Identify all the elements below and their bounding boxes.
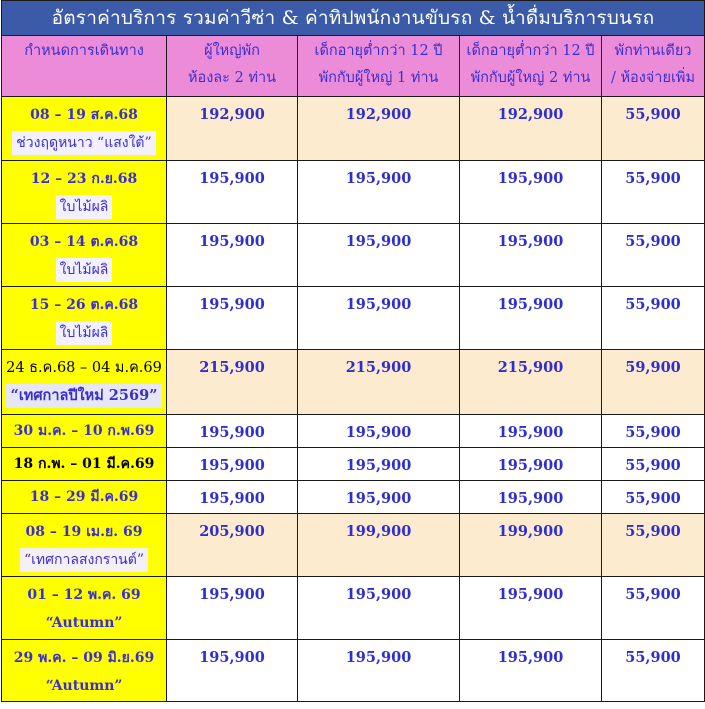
date-cell [2, 161, 167, 224]
price-child-1-adult: 195,900 [298, 577, 460, 640]
travel-date: 01 – 12 พ.ค. 69 [27, 587, 141, 603]
travel-date: 24 ธ.ค.68 – 04 ม.ค.69 [6, 360, 162, 376]
table-row [2, 514, 705, 577]
travel-date: 12 – 23 ก.ย.68 [30, 171, 138, 187]
price-single-supplement: 55,900 [602, 287, 705, 350]
price-single-supplement: 55,900 [602, 97, 705, 161]
table-row [2, 224, 705, 287]
price-child-1-adult: 195,900 [298, 640, 460, 702]
price-adult: 205,900 [167, 514, 298, 577]
price-adult: 195,900 [167, 287, 298, 350]
price-child-2-adults: 195,900 [460, 448, 602, 481]
header-travel-dates: กำหนดการเดินทาง [2, 36, 167, 97]
price-child-2-adults: 192,900 [460, 97, 602, 161]
travel-date: 30 ม.ค. – 10 ก.พ.69 [13, 423, 155, 439]
travel-date: 18 – 29 มี.ค.69 [29, 489, 139, 505]
date-cell [2, 448, 167, 481]
price-child-2-adults: 199,900 [460, 514, 602, 577]
table-row [2, 415, 705, 448]
season-note: ช่วงฤดูหนาว “แสงใต้” [12, 131, 155, 155]
date-cell [2, 481, 167, 514]
travel-date: 08 – 19 เม.ย. 69 [25, 524, 143, 540]
table-row [2, 350, 705, 415]
table-row [2, 97, 705, 161]
price-child-2-adults: 195,900 [460, 287, 602, 350]
price-adult: 215,900 [167, 350, 298, 415]
travel-date: 18 ก.พ. – 01 มี.ค.69 [13, 456, 155, 472]
season-note: ใบไม้ผลิ [56, 258, 113, 282]
date-cell [2, 577, 167, 640]
price-single-supplement: 55,900 [602, 448, 705, 481]
season-note: “เทศกาลสงกรานต์” [20, 548, 148, 572]
price-child-1-adult: 195,900 [298, 448, 460, 481]
price-adult: 195,900 [167, 640, 298, 702]
season-note: “Autumn” [45, 615, 123, 631]
table-row [2, 448, 705, 481]
price-child-2-adults: 195,900 [460, 481, 602, 514]
table-title: อัตราค่าบริการ รวมค่าวีซ่า & ค่าทิปพนักงานขับรถ & น้ำดื่มบริการบนรถ [2, 1, 705, 36]
price-child-1-adult: 195,900 [298, 161, 460, 224]
travel-date: 15 – 26 ต.ค.68 [29, 297, 139, 313]
price-single-supplement: 55,900 [602, 514, 705, 577]
date-cell [2, 514, 167, 577]
price-single-supplement: 55,900 [602, 224, 705, 287]
header-row [2, 36, 705, 97]
price-adult: 192,900 [167, 97, 298, 161]
price-single-supplement: 59,900 [602, 350, 705, 415]
date-cell [2, 224, 167, 287]
price-adult: 195,900 [167, 448, 298, 481]
date-cell [2, 350, 167, 415]
price-adult: 195,900 [167, 577, 298, 640]
price-child-2-adults: 195,900 [460, 577, 602, 640]
price-adult: 195,900 [167, 481, 298, 514]
date-cell [2, 415, 167, 448]
table-row [2, 481, 705, 514]
date-cell [2, 97, 167, 161]
price-adult: 195,900 [167, 161, 298, 224]
price-child-2-adults: 195,900 [460, 415, 602, 448]
season-note: “Autumn” [45, 678, 123, 694]
price-single-supplement: 55,900 [602, 161, 705, 224]
header-child-with-2-adults: เด็กอายุต่ำกว่า 12 ปี พักกับผู้ใหญ่ 2 ท่าน [460, 36, 602, 97]
date-cell [2, 287, 167, 350]
price-child-2-adults: 195,900 [460, 161, 602, 224]
price-child-1-adult: 215,900 [298, 350, 460, 415]
price-child-1-adult: 195,900 [298, 287, 460, 350]
price-child-2-adults: 215,900 [460, 350, 602, 415]
header-child-with-1-adult: เด็กอายุต่ำกว่า 12 ปี พักกับผู้ใหญ่ 1 ท่าน [298, 36, 460, 97]
price-single-supplement: 55,900 [602, 415, 705, 448]
price-child-1-adult: 195,900 [298, 415, 460, 448]
season-note: ใบไม้ผลิ [56, 321, 113, 345]
price-child-1-adult: 195,900 [298, 224, 460, 287]
season-note: “เทศกาลปีใหม่ 2569” [6, 384, 161, 408]
table-row [2, 577, 705, 640]
season-note: ใบไม้ผลิ [56, 195, 113, 219]
table-row [2, 287, 705, 350]
price-child-2-adults: 195,900 [460, 640, 602, 702]
travel-date: 29 พ.ค. – 09 มิ.ย.69 [13, 650, 155, 666]
price-single-supplement: 55,900 [602, 640, 705, 702]
price-child-1-adult: 195,900 [298, 481, 460, 514]
table-row [2, 161, 705, 224]
price-single-supplement: 55,900 [602, 577, 705, 640]
table-row [2, 640, 705, 702]
price-adult: 195,900 [167, 415, 298, 448]
travel-date: 08 – 19 ส.ค.68 [30, 107, 138, 123]
date-cell [2, 640, 167, 702]
price-single-supplement: 55,900 [602, 481, 705, 514]
price-child-2-adults: 195,900 [460, 224, 602, 287]
price-child-1-adult: 192,900 [298, 97, 460, 161]
travel-date: 03 – 14 ต.ค.68 [29, 234, 139, 250]
price-child-1-adult: 199,900 [298, 514, 460, 577]
price-adult: 195,900 [167, 224, 298, 287]
header-adult-twin: ผู้ใหญ่พัก ห้องละ 2 ท่าน [167, 36, 298, 97]
price-table [1, 0, 705, 702]
header-single-supplement: พักท่านเดียว / ห้องจ่ายเพิ่ม [602, 36, 705, 97]
